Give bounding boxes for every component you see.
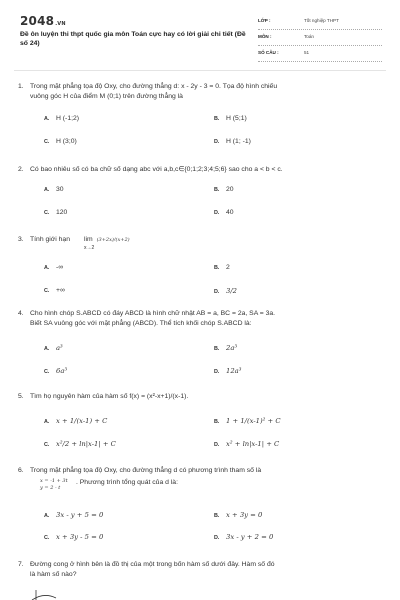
graph-curve: [32, 595, 56, 600]
question-text-continued: . Phương trình tổng quát của d là:: [76, 479, 178, 486]
meta-key: MÔN :: [258, 34, 272, 39]
option-b[interactable]: [214, 114, 247, 124]
option-letter: C.: [44, 139, 50, 145]
meta-value: 51: [304, 50, 310, 55]
option-c[interactable]: [44, 208, 67, 218]
option-b[interactable]: [214, 263, 230, 273]
option-b[interactable]: [214, 343, 237, 354]
option-text: 6a³: [56, 367, 68, 375]
question-text: Cho hình chóp S.ABCD có đáy ABCD là hình chữ nhật AB = a, BC = 2a, SA = 3a.: [30, 310, 276, 317]
option-text: 2: [226, 264, 230, 271]
limit-operator: lim: [84, 236, 93, 243]
option-c[interactable]: [44, 366, 67, 377]
question-text-continued: vuông góc H của điểm M (0;1) trên đường thẳng là: [30, 93, 183, 100]
question-number: 1.: [18, 83, 24, 90]
question-text: Có bao nhiêu số có ba chữ số dạng abc với a,b,c∈{0;1;2;3;4;5;6} sao cho a < b < c.: [30, 166, 283, 173]
document-header: [20, 12, 382, 64]
question-number: 2.: [18, 166, 24, 173]
option-b[interactable]: [214, 185, 234, 195]
option-d[interactable]: [214, 208, 234, 218]
option-a[interactable]: [44, 343, 63, 354]
parametric-y: y = 2 - t: [40, 485, 61, 491]
meta-key: SỐ CÂU :: [258, 50, 279, 55]
option-text: 3x - y + 2 = 0: [226, 533, 274, 541]
question-number: 4.: [18, 310, 24, 317]
option-text: +∞: [56, 287, 65, 294]
limit-subscript: x→2: [84, 245, 95, 251]
option-d[interactable]: [214, 439, 279, 450]
question-text: Tìm họ nguyên hàm của hàm số f(x) = (x²-x+1)/(x-1).: [30, 393, 189, 400]
question-number: 7.: [18, 561, 24, 568]
option-letter: A.: [44, 116, 50, 122]
option-letter: D.: [214, 369, 220, 375]
option-text: -∞: [56, 264, 64, 271]
question-text: Tính giới hạn: [30, 236, 70, 243]
option-text: 30: [56, 186, 64, 193]
meta-key: LỚP :: [258, 18, 271, 23]
option-text: x + 1/(x-1) + C: [56, 417, 108, 425]
question-text-continued: Biết SA vuông góc với mặt phẳng (ABCD). Thể tích khối chóp S.ABCD là:: [30, 320, 252, 327]
option-text: H (3;0): [56, 138, 77, 145]
option-text: 3x - y + 5 = 0: [56, 511, 104, 519]
site-logo[interactable]: 2048.VN: [20, 14, 66, 28]
document-title: Đề ôn luyện thi thpt quốc gia môn Toán cực hay có lời giải chi tiết (Đề số 24): [20, 31, 246, 47]
option-text: 20: [226, 186, 234, 193]
option-letter: B.: [214, 419, 220, 425]
limit-expression: [84, 235, 130, 251]
option-letter: C.: [44, 288, 50, 294]
option-letter: C.: [44, 535, 50, 541]
option-letter: A.: [44, 187, 50, 193]
option-letter: D.: [214, 535, 220, 541]
option-text: x + 3y = 0: [226, 511, 263, 519]
function-graph-figure: [30, 588, 90, 600]
option-letter: D.: [214, 442, 220, 448]
option-text: x² + ln|x-1| + C: [226, 440, 280, 448]
option-b[interactable]: [214, 416, 281, 427]
meta-value: Toán: [304, 34, 314, 39]
document-meta: [258, 14, 382, 62]
option-letter: A.: [44, 513, 50, 519]
option-text: a³: [56, 344, 63, 352]
option-d[interactable]: [214, 366, 241, 377]
option-letter: D.: [214, 139, 220, 145]
question-number: 3.: [18, 236, 24, 243]
option-a[interactable]: [44, 185, 64, 195]
option-letter: A.: [44, 419, 50, 425]
option-text: H (-1;2): [56, 115, 80, 122]
option-letter: A.: [44, 265, 50, 271]
option-letter: D.: [214, 210, 220, 216]
question-number: 6.: [18, 467, 24, 474]
option-b[interactable]: [214, 510, 262, 521]
option-text: 40: [226, 209, 234, 216]
option-text: 120: [56, 209, 68, 216]
option-text: 1 + 1/(x-1)² + C: [226, 417, 281, 425]
question-text: Đường cong ở hình bên là đồ thị của một trong bốn hàm số dưới đây. Hàm số đó: [30, 561, 275, 568]
limit-fraction: (3+2x)/(x+2): [96, 237, 130, 243]
option-letter: A.: [44, 346, 50, 352]
option-a[interactable]: [44, 114, 79, 124]
option-d[interactable]: [214, 286, 237, 297]
option-c[interactable]: [44, 532, 103, 543]
option-a[interactable]: [44, 416, 107, 427]
meta-value: Tốt nghiệp THPT: [304, 18, 339, 23]
option-d[interactable]: [214, 137, 251, 147]
parametric-x: x = -1 + 3t: [40, 478, 68, 484]
question-text: Trong mặt phẳng tọa độ Oxy, cho đường thẳng d: x - 2y - 3 = 0. Tọa độ hình chiếu: [30, 83, 278, 90]
option-letter: D.: [214, 289, 220, 295]
option-letter: C.: [44, 369, 50, 375]
option-text: 3/2: [226, 287, 237, 295]
option-letter: B.: [214, 513, 220, 519]
option-text: H (1; -1): [226, 138, 251, 145]
option-letter: B.: [214, 116, 220, 122]
option-a[interactable]: [44, 263, 63, 273]
option-letter: C.: [44, 210, 50, 216]
option-a[interactable]: [44, 510, 103, 521]
option-d[interactable]: [214, 532, 273, 543]
meta-row-class: [258, 14, 382, 30]
option-text: 2a³: [226, 344, 238, 352]
option-c[interactable]: [44, 439, 116, 450]
question-text-continued: là hàm số nào?: [30, 571, 77, 578]
question-text: Trong mặt phẳng tọa độ Oxy, cho đường thẳng d có phương trình tham số là: [30, 467, 262, 474]
option-letter: C.: [44, 442, 50, 448]
option-text: 12a³: [226, 367, 242, 375]
option-c[interactable]: [44, 286, 65, 296]
option-c[interactable]: [44, 137, 77, 147]
option-letter: B.: [214, 346, 220, 352]
option-letter: B.: [214, 187, 220, 193]
option-text: x + 3y - 5 = 0: [56, 533, 104, 541]
option-text: H (5;1): [226, 115, 247, 122]
header-divider: [14, 70, 386, 71]
option-text: x²/2 + ln|x-1| + C: [56, 440, 116, 448]
meta-row-count: [258, 46, 382, 62]
question-number: 5.: [18, 393, 24, 400]
option-letter: B.: [214, 265, 220, 271]
meta-row-subject: [258, 30, 382, 46]
